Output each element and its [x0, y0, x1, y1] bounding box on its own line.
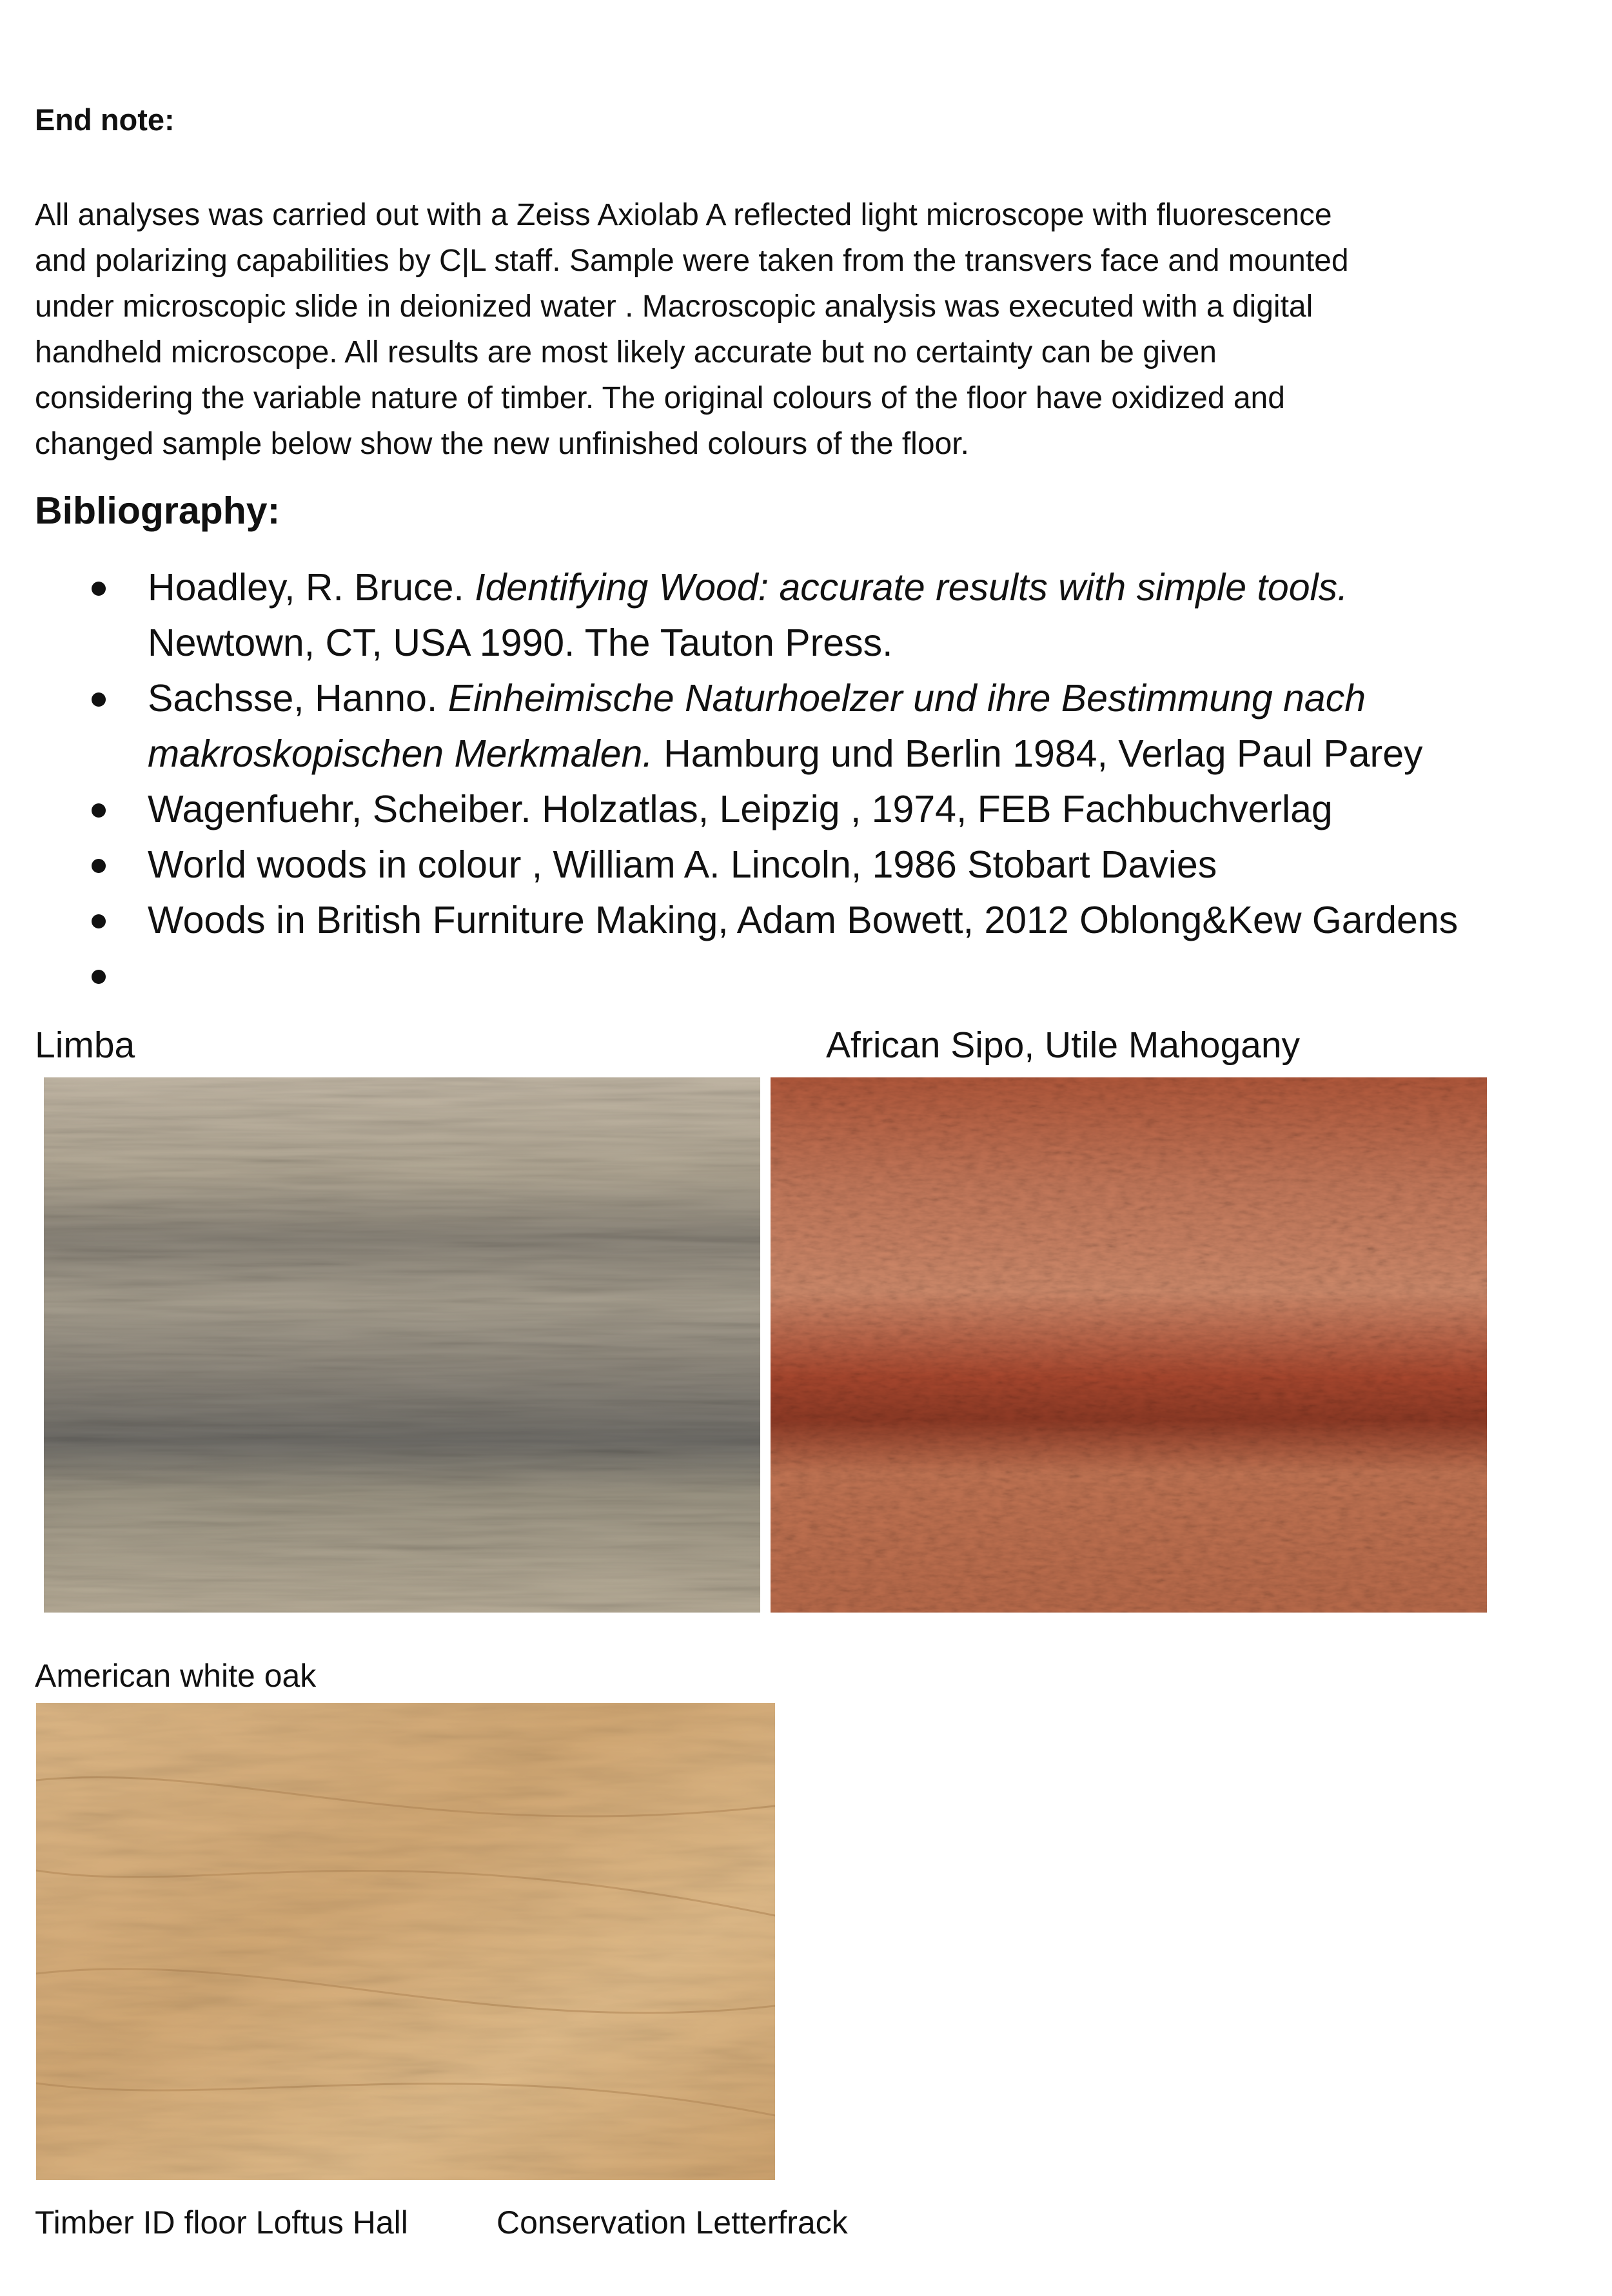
- bibliography-item: Wagenfuehr, Scheiber. Holzatlas, Leipzig , 1974, FEB Fachbuchverlag: [0, 781, 1612, 837]
- oak-caption: American white oak: [35, 1658, 317, 1694]
- bibliography-heading: Bibliography:: [35, 489, 280, 532]
- endnote-line: changed sample below show the new unfinished colours of the floor.: [35, 427, 969, 461]
- bibliography-author: Sachsse, Hanno.: [148, 677, 448, 720]
- bibliography-publication: Hamburg und Berlin 1984, Verlag Paul Parey: [653, 732, 1423, 775]
- endnote-line: All analyses was carried out with a Zeiss Axiolab A reflected light microscope with fluorescence: [35, 198, 1332, 232]
- endnote-line: handheld microscope. All results are most likely accurate but no certainty can be given: [35, 335, 1217, 369]
- endnote-line: considering the variable nature of timber. The original colours of the floor have oxidized and: [35, 381, 1285, 415]
- bibliography-item: World woods in colour , William A. Lincoln, 1986 Stobart Davies: [0, 837, 1612, 892]
- limba-wood-sample-image: [44, 1077, 760, 1613]
- bibliography-author: Hoadley, R. Bruce.: [148, 566, 475, 609]
- bibliography-item: Woods in British Furniture Making, Adam Bowett, 2012 Oblong&Kew Gardens: [0, 892, 1612, 948]
- bibliography-publication: Newtown, CT, USA 1990. The Tauton Press.: [148, 622, 893, 664]
- footer-left-text: Timber ID floor Loftus Hall: [35, 2204, 408, 2241]
- endnote-line: under microscopic slide in deionized water . Macroscopic analysis was executed with a digital: [35, 289, 1313, 324]
- oak-texture: [36, 1703, 775, 2180]
- endnote-paragraph: [35, 192, 1582, 467]
- bibliography-item: [0, 560, 1612, 671]
- bibliography-list: [0, 560, 1612, 1003]
- footer-right-text: Conservation Letterfrack: [496, 2204, 848, 2241]
- limba-texture: [44, 1077, 760, 1613]
- limba-caption: Limba: [35, 1025, 135, 1066]
- endnote-heading: End note:: [35, 103, 175, 137]
- bibliography-item-empty: [0, 948, 1612, 1003]
- bibliography-title: Einheimische Naturhoelzer und ihre Bestimmung nach: [447, 677, 1366, 720]
- endnote-line: and polarizing capabilities by C|L staff. Sample were taken from the transvers face and mounted: [35, 244, 1349, 278]
- bibliography-title: Identifying Wood: accurate results with simple tools.: [475, 566, 1348, 609]
- sipo-texture: [771, 1077, 1487, 1613]
- bibliography-item: [0, 671, 1612, 781]
- oak-wood-sample-image: [36, 1703, 775, 2180]
- sipo-wood-sample-image: [771, 1077, 1487, 1613]
- bibliography-title-cont: makroskopischen Merkmalen.: [148, 732, 653, 775]
- sipo-caption: African Sipo, Utile Mahogany: [826, 1025, 1301, 1066]
